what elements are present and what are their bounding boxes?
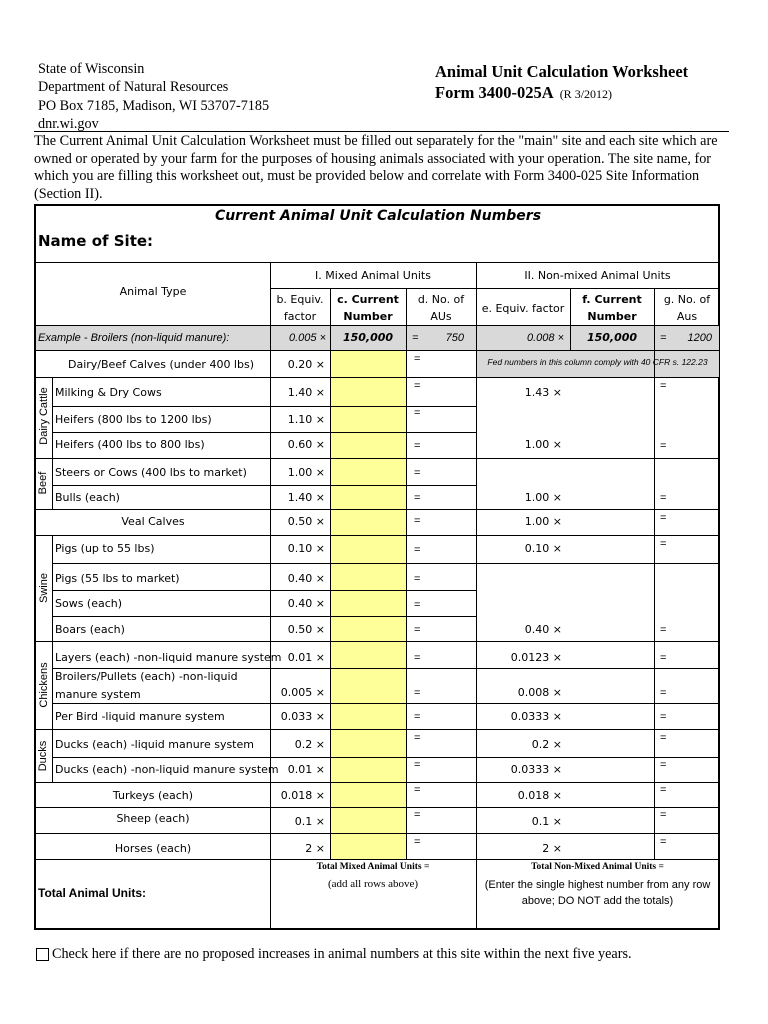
col-b-equiv-factor: b. Equiv. factor xyxy=(276,293,324,323)
row-8-equiv-factor: 0.40 × xyxy=(287,572,325,585)
row-label-broilers-pullets: Broilers/Pullets (each) -non-liquid manure system xyxy=(55,670,238,701)
col-d-no-of-aus: d. No. of AUs xyxy=(417,293,465,323)
row-label-sheep: Sheep (each) xyxy=(116,812,190,825)
row-6-equiv-factor: 0.50 × xyxy=(287,515,325,528)
intro-paragraph: The Current Animal Unit Calculation Worksheet must be filled out separately for the "main" site and each site which are owned or operated by your farm for the purposes of housing animals associated with your operation. The site name, for which you are filling this worksheet out, must be provided below and correlate with Form 3400-025 Site Information (Section II). xyxy=(34,133,718,202)
row-3-equiv-factor: 0.60 × xyxy=(287,438,325,451)
row-15-nonmixed-factor: 0.0333 × xyxy=(510,763,562,776)
row-7-equiv-factor: 0.10 × xyxy=(287,542,325,555)
row-11-nonmixed-aus-field[interactable]: = xyxy=(660,652,667,664)
form-number: Form 3400-025A xyxy=(435,82,554,102)
fed-numbers-note: Fed numbers in this column comply with 40 CFR s. 122.23 xyxy=(487,357,708,367)
group-label-swine: Swine xyxy=(38,573,50,603)
agency-website: dnr.wi.gov xyxy=(38,116,99,133)
grid-line xyxy=(52,535,53,782)
row-15-equiv-factor: 0.01 × xyxy=(287,763,325,776)
row-6-nonmixed-aus-field[interactable]: = xyxy=(660,512,667,524)
grid-line xyxy=(52,432,476,433)
row-10-aus-field[interactable]: = xyxy=(414,624,421,636)
row-label-veal-calves: Veal Calves xyxy=(121,515,185,528)
example-aus: 750 xyxy=(445,332,464,344)
agency-department: Department of Natural Resources xyxy=(38,79,229,96)
row-16-nonmixed-factor: 0.018 × xyxy=(517,789,562,802)
col-f-current-number: f. Current Number xyxy=(582,293,642,323)
total-nonmixed-note: (Enter the single highest number from any row above; DO NOT add the totals) xyxy=(484,879,711,907)
row-7-nonmixed-aus-field[interactable]: = xyxy=(660,538,667,550)
row-5-nonmixed-aus-field[interactable]: = xyxy=(660,492,667,504)
row-label-turkeys: Turkeys (each) xyxy=(112,789,194,802)
row-label-pigs-55-to-market: Pigs (55 lbs to market) xyxy=(55,572,180,585)
no-increase-checkbox[interactable] xyxy=(36,948,49,961)
row-18-nonmixed-aus-field[interactable]: = xyxy=(660,836,667,848)
row-12-nonmixed-factor: 0.008 × xyxy=(517,686,562,699)
site-name-label: Name of Site: xyxy=(38,232,154,250)
row-label-sows: Sows (each) xyxy=(55,597,123,610)
row-label-ducks-non-liquid: Ducks (each) -non-liquid manure system xyxy=(55,763,279,776)
row-17-equiv-factor: 0.1 × xyxy=(294,815,325,828)
row-label-dairy-beef-calves: Dairy/Beef Calves (under 400 lbs) xyxy=(68,358,254,371)
row-10-equiv-factor: 0.50 × xyxy=(287,623,325,636)
example-equiv-factor: 0.005 × xyxy=(288,332,326,344)
row-12-equiv-factor: 0.005 × xyxy=(280,686,325,699)
example-nonmixed-aus: 1200 xyxy=(687,332,712,344)
row-10-nonmixed-factor: 0.40 × xyxy=(524,623,562,636)
row-label-milking-dry-cows: Milking & Dry Cows xyxy=(55,386,162,399)
row-11-nonmixed-factor: 0.0123 × xyxy=(510,651,562,664)
row-12-nonmixed-aus-field[interactable]: = xyxy=(660,687,667,699)
row-label-heifers-400-800: Heifers (400 lbs to 800 lbs) xyxy=(55,438,205,451)
row-5-nonmixed-factor: 1.00 × xyxy=(524,491,562,504)
grid-line xyxy=(52,406,476,407)
agency-state: State of Wisconsin xyxy=(38,61,145,77)
row-5-aus-field[interactable]: = xyxy=(414,492,421,504)
row-label-boars: Boars (each) xyxy=(55,623,125,636)
row-3-aus-field[interactable]: = xyxy=(414,440,421,452)
grid-line xyxy=(36,729,719,730)
grid-line xyxy=(270,288,719,289)
example-equals: = xyxy=(412,332,419,344)
row-4-equiv-factor: 1.00 × xyxy=(287,466,325,479)
row-1-nonmixed-aus-field[interactable]: = xyxy=(660,380,667,392)
grid-line xyxy=(52,757,719,758)
group-label-dairy-cattle: Dairy Cattle xyxy=(38,387,50,445)
row-label-per-bird: Per Bird -liquid manure system xyxy=(55,710,225,723)
col-g-no-of-aus: g. No. of Aus xyxy=(663,293,711,323)
row-label-bulls: Bulls (each) xyxy=(55,491,120,504)
total-mixed-field[interactable] xyxy=(280,894,466,924)
row-1-equiv-factor: 1.40 × xyxy=(287,386,325,399)
row-11-aus-field[interactable]: = xyxy=(414,652,421,664)
grid-line xyxy=(36,807,719,808)
grid-line xyxy=(36,859,719,860)
grid-line xyxy=(36,325,719,326)
col-e-equiv-factor: e. Equiv. factor xyxy=(481,302,565,315)
grid-line xyxy=(36,350,719,351)
grid-line xyxy=(36,262,719,263)
row-label-steers-cows: Steers or Cows (400 lbs to market) xyxy=(55,466,247,479)
example-nonmixed-number: 150,000 xyxy=(586,331,638,344)
group-nonmixed-animal-units: II. Non-mixed Animal Units xyxy=(524,269,671,282)
total-mixed-title: Total Mixed Animal Units = xyxy=(316,862,430,872)
row-8-aus-field[interactable]: = xyxy=(414,573,421,585)
swine-nonmixed-number-field[interactable] xyxy=(571,536,654,641)
row-14-equiv-factor: 0.2 × xyxy=(294,738,325,751)
grid-line xyxy=(36,782,719,783)
grid-line xyxy=(36,509,719,510)
grid-line xyxy=(654,288,655,859)
row-7-nonmixed-factor: 0.10 × xyxy=(524,542,562,555)
row-18-equiv-factor: 2 × xyxy=(305,842,325,855)
group-label-chickens: Chickens xyxy=(38,662,50,708)
row-2-equiv-factor: 1.10 × xyxy=(287,413,325,426)
row-17-aus-field[interactable]: = xyxy=(414,809,421,821)
row-14-nonmixed-factor: 0.2 × xyxy=(531,738,562,751)
row-1-aus-field[interactable]: = xyxy=(414,380,421,392)
header-rule xyxy=(34,131,729,132)
grid-line xyxy=(330,288,331,859)
row-16-aus-field[interactable]: = xyxy=(414,784,421,796)
row-17-nonmixed-factor: 0.1 × xyxy=(531,815,562,828)
row-17-nonmixed-aus-field[interactable]: = xyxy=(660,809,667,821)
row-12-aus-field[interactable]: = xyxy=(414,687,421,699)
col-c-current-number: c. Current Number xyxy=(337,293,399,323)
row-2-aus-field[interactable]: = xyxy=(414,407,421,419)
example-nonmixed-equals: = xyxy=(660,332,667,344)
form-revision: (R 3/2012) xyxy=(559,86,613,101)
row-13-aus-field[interactable]: = xyxy=(414,711,421,723)
example-current-number: 150,000 xyxy=(342,331,394,344)
row-7-aus-field[interactable]: = xyxy=(414,544,421,556)
total-nonmixed-title: Total Non-Mixed Animal Units = xyxy=(531,862,664,872)
row-13-equiv-factor: 0.033 × xyxy=(280,710,325,723)
grid-line xyxy=(52,377,53,509)
row-10-nonmixed-aus-field[interactable]: = xyxy=(660,624,667,636)
group-label-ducks: Ducks xyxy=(37,740,49,772)
row-label-ducks-liquid: Ducks (each) -liquid manure system xyxy=(55,738,254,751)
grid-line xyxy=(406,288,407,859)
dairy-nonmixed-number-field[interactable] xyxy=(571,378,654,458)
group-mixed-animal-units: I. Mixed Animal Units xyxy=(315,269,431,282)
row-6-nonmixed-factor: 1.00 × xyxy=(524,515,562,528)
row-14-nonmixed-aus-field[interactable]: = xyxy=(660,732,667,744)
grid-line xyxy=(52,485,476,486)
site-name-field[interactable] xyxy=(150,230,710,256)
grid-line xyxy=(36,833,719,834)
example-nonmixed-factor: 0.008 × xyxy=(526,332,564,344)
row-16-nonmixed-aus-field[interactable]: = xyxy=(660,784,667,796)
row-6-aus-field[interactable]: = xyxy=(414,515,421,527)
row-3-nonmixed-aus-field[interactable]: = xyxy=(660,440,667,452)
row-label-heifers-800-1200: Heifers (800 lbs to 1200 lbs) xyxy=(55,413,212,426)
col-animal-type: Animal Type xyxy=(119,285,187,298)
grid-line xyxy=(36,641,719,642)
row-4-aus-field[interactable]: = xyxy=(414,467,421,479)
row-0-equiv-factor: 0.20 × xyxy=(287,358,325,371)
row-18-nonmixed-factor: 2 × xyxy=(542,842,562,855)
example-row-label: Example - Broilers (non-liquid manure): xyxy=(38,332,230,344)
group-label-beef: Beef xyxy=(37,471,49,495)
row-3-nonmixed-factor: 1.00 × xyxy=(524,438,562,451)
row-9-equiv-factor: 0.40 × xyxy=(287,597,325,610)
row-label-pigs-up-to-55: Pigs (up to 55 lbs) xyxy=(55,542,155,555)
row-13-nonmixed-aus-field[interactable]: = xyxy=(660,711,667,723)
row-18-aus-field[interactable]: = xyxy=(414,836,421,848)
row-9-aus-field[interactable]: = xyxy=(414,599,421,611)
form-title: Animal Unit Calculation Worksheet xyxy=(435,62,689,81)
row-16-equiv-factor: 0.018 × xyxy=(280,789,325,802)
beef-nonmixed-number-field[interactable] xyxy=(571,459,654,509)
total-animal-units-label: Total Animal Units: xyxy=(38,886,146,900)
agency-address-block xyxy=(38,60,269,134)
row-15-aus-field[interactable]: = xyxy=(414,759,421,771)
row-label-horses: Horses (each) xyxy=(114,842,192,855)
row-13-nonmixed-factor: 0.0333 × xyxy=(510,710,562,723)
form-title-block xyxy=(435,62,688,104)
row-label-layers: Layers (each) -non-liquid manure system xyxy=(55,651,282,664)
grid-line xyxy=(52,590,476,591)
no-increase-checkbox-label: Check here if there are no proposed increases in animal numbers at this site within the next five years. xyxy=(52,946,632,962)
row-0-aus-field[interactable]: = xyxy=(414,353,421,365)
table-heading: Current Animal Unit Calculation Numbers xyxy=(214,208,542,224)
row-1-nonmixed-factor: 1.43 × xyxy=(524,386,562,399)
total-mixed-note: (add all rows above) xyxy=(327,878,419,890)
row-14-aus-field[interactable]: = xyxy=(414,732,421,744)
agency-po-box: PO Box 7185, Madison, WI 53707-7185 xyxy=(38,97,270,114)
row-11-equiv-factor: 0.01 × xyxy=(287,651,325,664)
grid-line xyxy=(52,616,476,617)
row-15-nonmixed-aus-field[interactable]: = xyxy=(660,759,667,771)
row-5-equiv-factor: 1.40 × xyxy=(287,491,325,504)
